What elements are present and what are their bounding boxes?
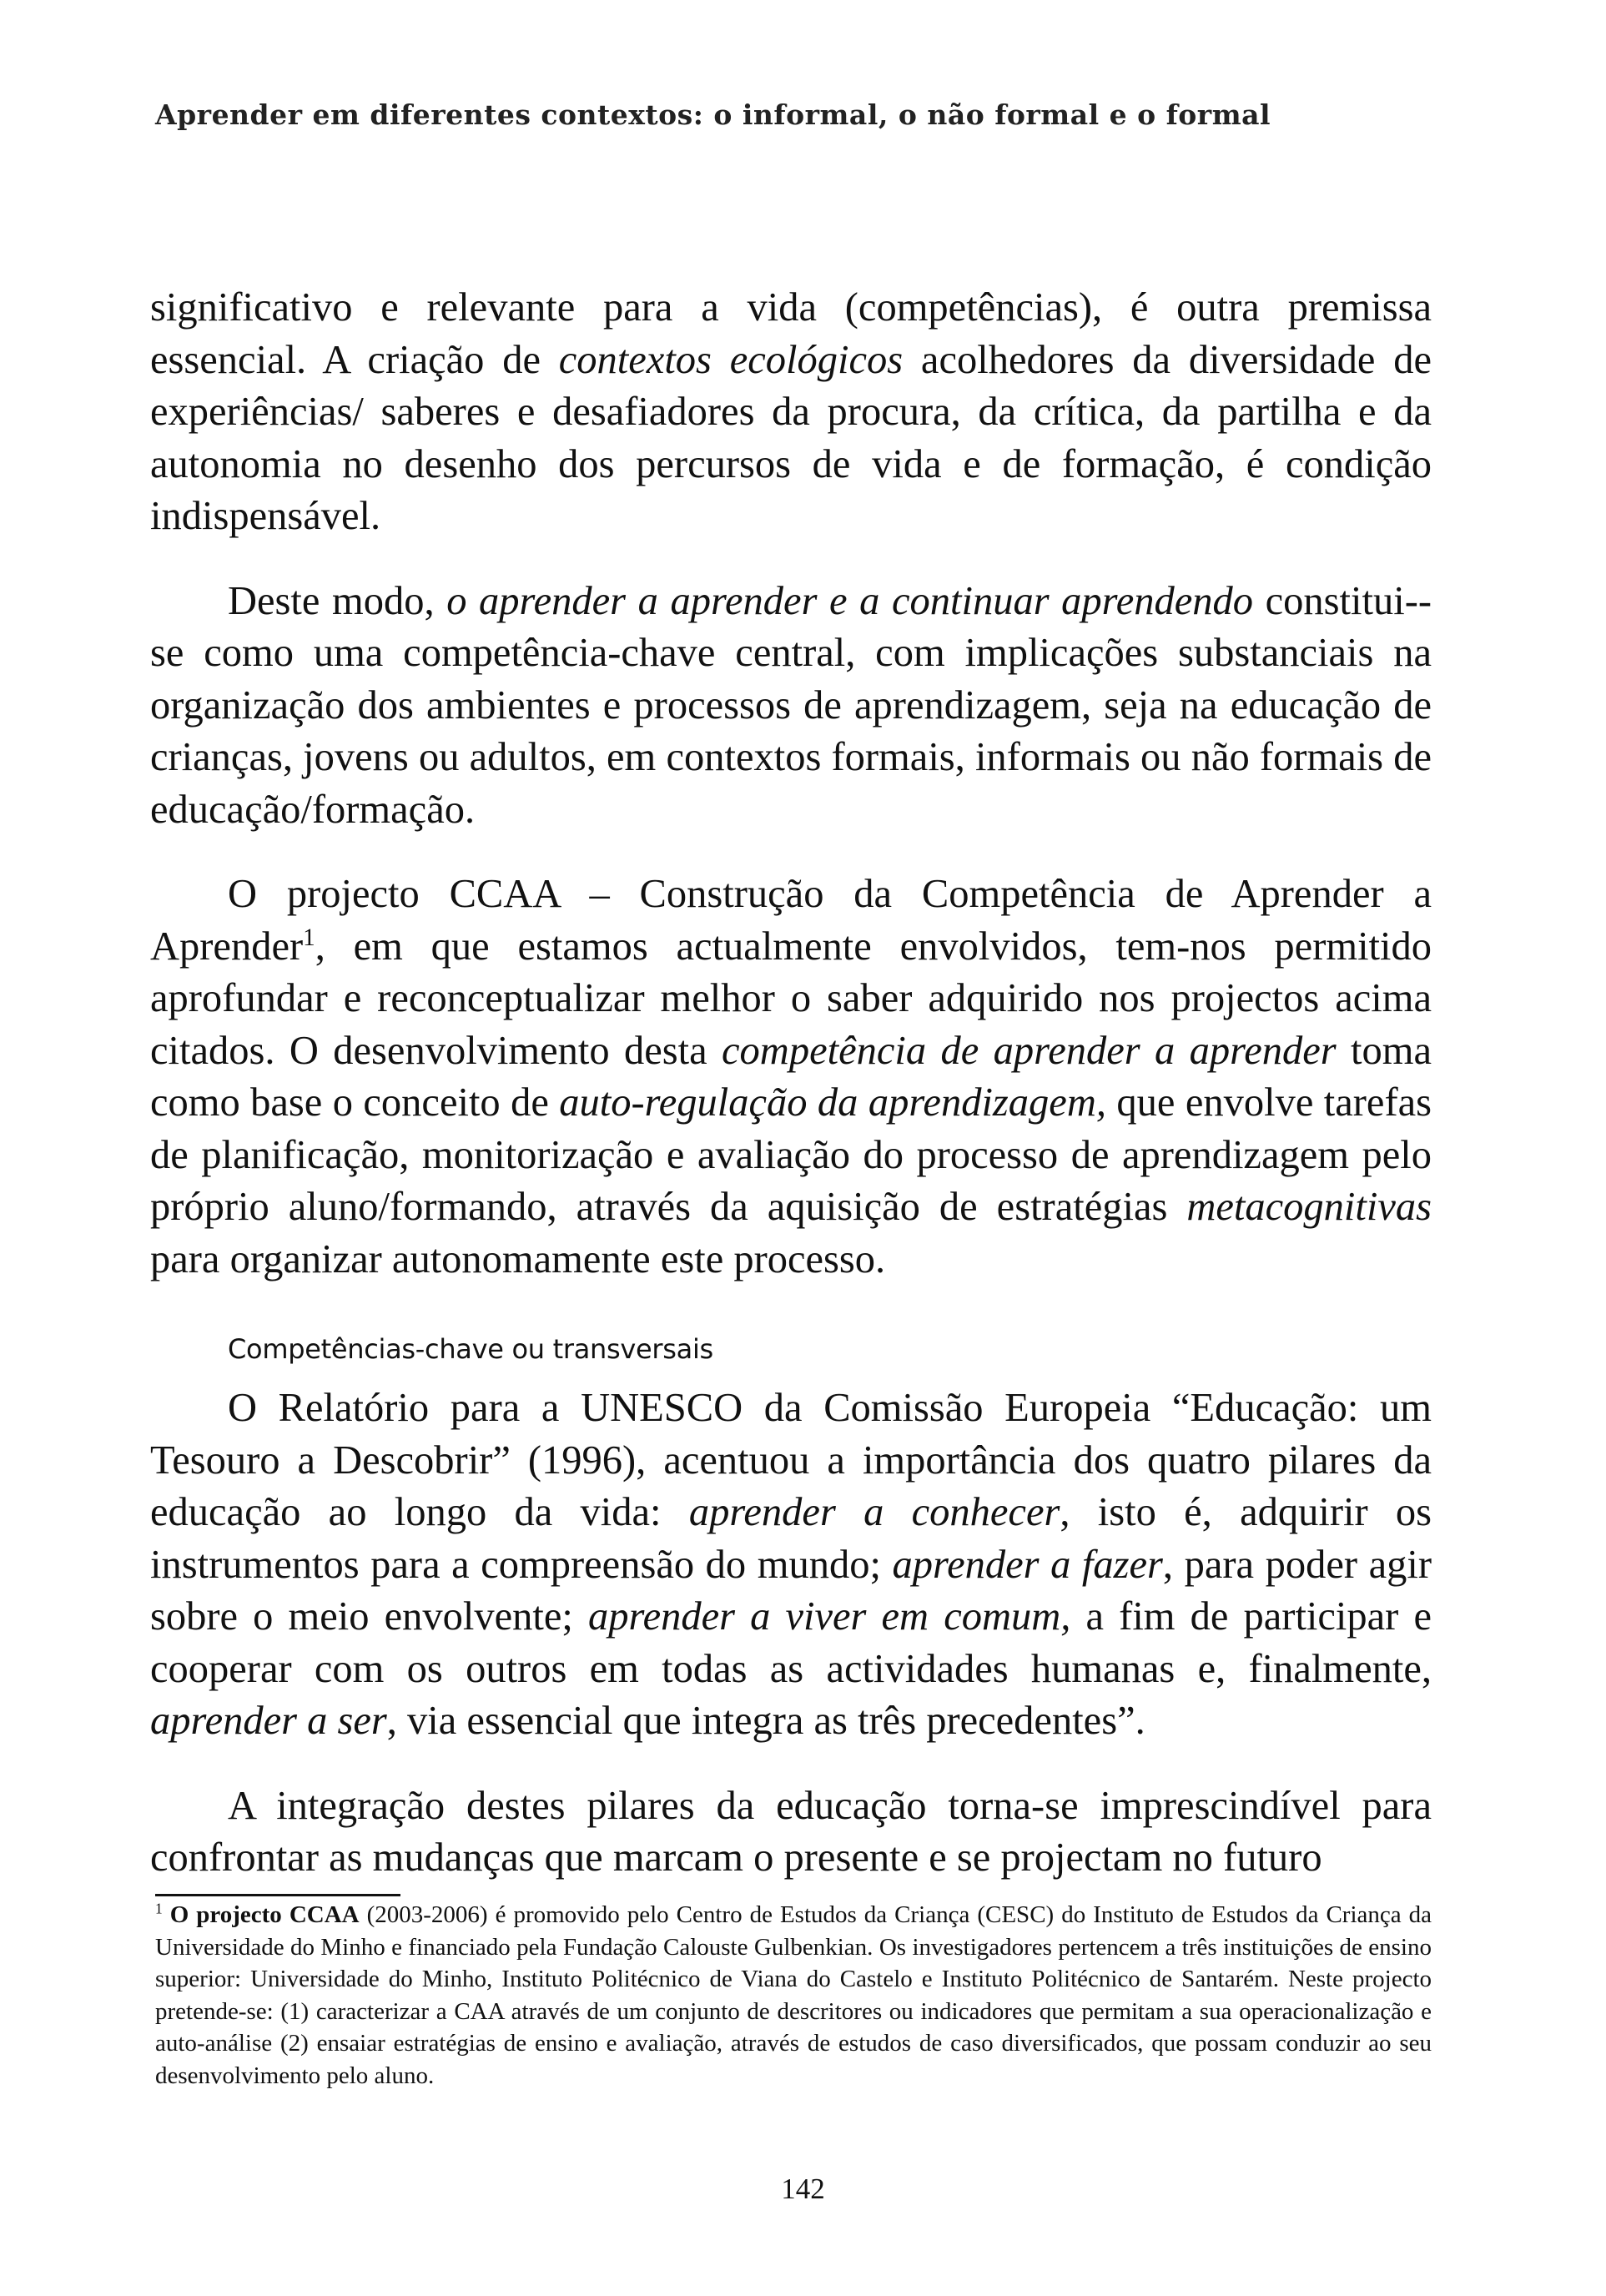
paragraph-3-text-h: para organizar autonomamente este processo. xyxy=(150,1236,886,1281)
paragraph-1-italic-b: contextos ecológicos xyxy=(558,337,904,382)
section-heading: Competências-chave ou transversais xyxy=(228,1333,713,1365)
paragraph-4-text-i: , via essencial que integra as três precedentes”. xyxy=(386,1699,1145,1743)
body-text xyxy=(150,282,1432,1885)
footnote-separator xyxy=(155,1894,400,1896)
footnote-text: (2003-2006) é promovido pelo Centro de Estudos da Criança (CESC) do Instituto de Estudos da Criança da Universidade do Minho e financiado pela Fundação Calouste Gulbenkian. Os investigadores pertencem a três instituições de ensino superior: Universidade do Minho, Instituto Politécnico de Viana do Castelo e Instituto Politécnico de Santarém. Neste projecto pretende-se: (1) caracterizar a CAA através de um conjunto de descritores ou indicadores que permitam a sua operacionalização e auto-análise (2) ensaiar estratégias de ensino e avaliação, através de estudos de caso diversificados, que possam conduzir ao seu desenvolvimento pelo aluno. xyxy=(155,1901,1432,2089)
paragraph-4-text-g: a fim de participar e cooperar com os outros em todas as actividades humanas e, finalmente, xyxy=(150,1594,1432,1691)
paragraph-1-text-a: significativo e relevante para a vida (competências), é outra premissa essencial. A criação de xyxy=(150,285,1432,382)
paragraph-3-italic-e: auto-regulação da aprendizagem, xyxy=(559,1080,1106,1125)
paragraph-1 xyxy=(150,282,1432,543)
paragraph-5-text-a: A integração destes pilares da educação torna-se imprescindível para confrontar as mudanças que marcam o presente e se projectam no futuro xyxy=(150,1783,1432,1880)
paragraph-4-text-c: , isto é, adquirir os instrumentos para a compreensão do mundo; xyxy=(150,1490,1432,1587)
paragraph-4-italic-f: aprender a viver em comum, xyxy=(588,1594,1071,1639)
footnote-number: 1 xyxy=(155,1900,163,1917)
paragraph-1-text-c: acolhedores da diversidade de experiências/ saberes e desafiadores da procura, da crítica, da partilha e da autonomia no desenho dos percursos de vida e de formação, é condição indispensável. xyxy=(150,337,1432,538)
paragraph-2 xyxy=(150,576,1432,837)
paragraph-4-italic-h: aprender a ser xyxy=(150,1699,387,1743)
paragraph-3-text-a: O projecto CCAA – Construção da Competência de Aprender a Aprender xyxy=(150,872,1432,969)
footnote xyxy=(155,1899,1432,2092)
paragraph-4-italic-d: aprender a fazer xyxy=(892,1542,1163,1587)
paragraph-5 xyxy=(150,1780,1432,1885)
paragraph-4-text-e: , para poder agir sobre o meio envolvente; xyxy=(150,1542,1432,1639)
paragraph-4-text-a: O Relatório para a UNESCO da Comissão Europeia “Educação: um Tesouro a Descobrir” (1996), acentuou a importância dos quatro pilares da educação ao longo da vida: xyxy=(150,1386,1432,1534)
paragraph-4 xyxy=(150,1382,1432,1748)
paragraph-3-italic-g: metacognitivas xyxy=(1186,1185,1432,1229)
paragraph-3-text-b: , em que estamos actualmente envolvidos, tem-nos permitido aprofundar e reconceptualizar melhor o saber adquirido nos projectos acima citados. O desenvolvimento desta xyxy=(150,924,1432,1073)
paragraph-3-italic-c: competência de aprender a aprender xyxy=(722,1028,1337,1073)
paragraph-3-text-d: toma como base o conceito de xyxy=(150,1028,1432,1125)
paragraph-3-text-f: que envolve tarefas de planificação, monitorização e avaliação do processo de aprendizagem pelo próprio aluno/formando, através da aquisição de estratégias xyxy=(150,1080,1432,1229)
footnote-bold-lead: O projecto CCAA xyxy=(169,1901,360,1928)
paragraph-4-italic-b: aprender a conhecer xyxy=(688,1490,1060,1534)
page-number: 142 xyxy=(781,2173,825,2205)
paragraph-2-text-c: constitui--se como uma competência-chave central, com implicações substanciais na organização dos ambientes e processos de aprendizagem, seja na educação de crianças, jovens ou adultos, em contextos formais, informais ou não formais de educação/formação. xyxy=(150,578,1432,832)
running-header: Aprender em diferentes contextos: o informal, o não formal e o formal xyxy=(155,98,1271,131)
paragraph-3 xyxy=(150,869,1432,1286)
paragraph-2-italic-b: o aprender a aprender e a continuar aprendendo xyxy=(446,578,1254,623)
paragraph-2-text-a: Deste modo, xyxy=(228,578,447,623)
footnote-reference[interactable]: 1 xyxy=(303,924,315,951)
